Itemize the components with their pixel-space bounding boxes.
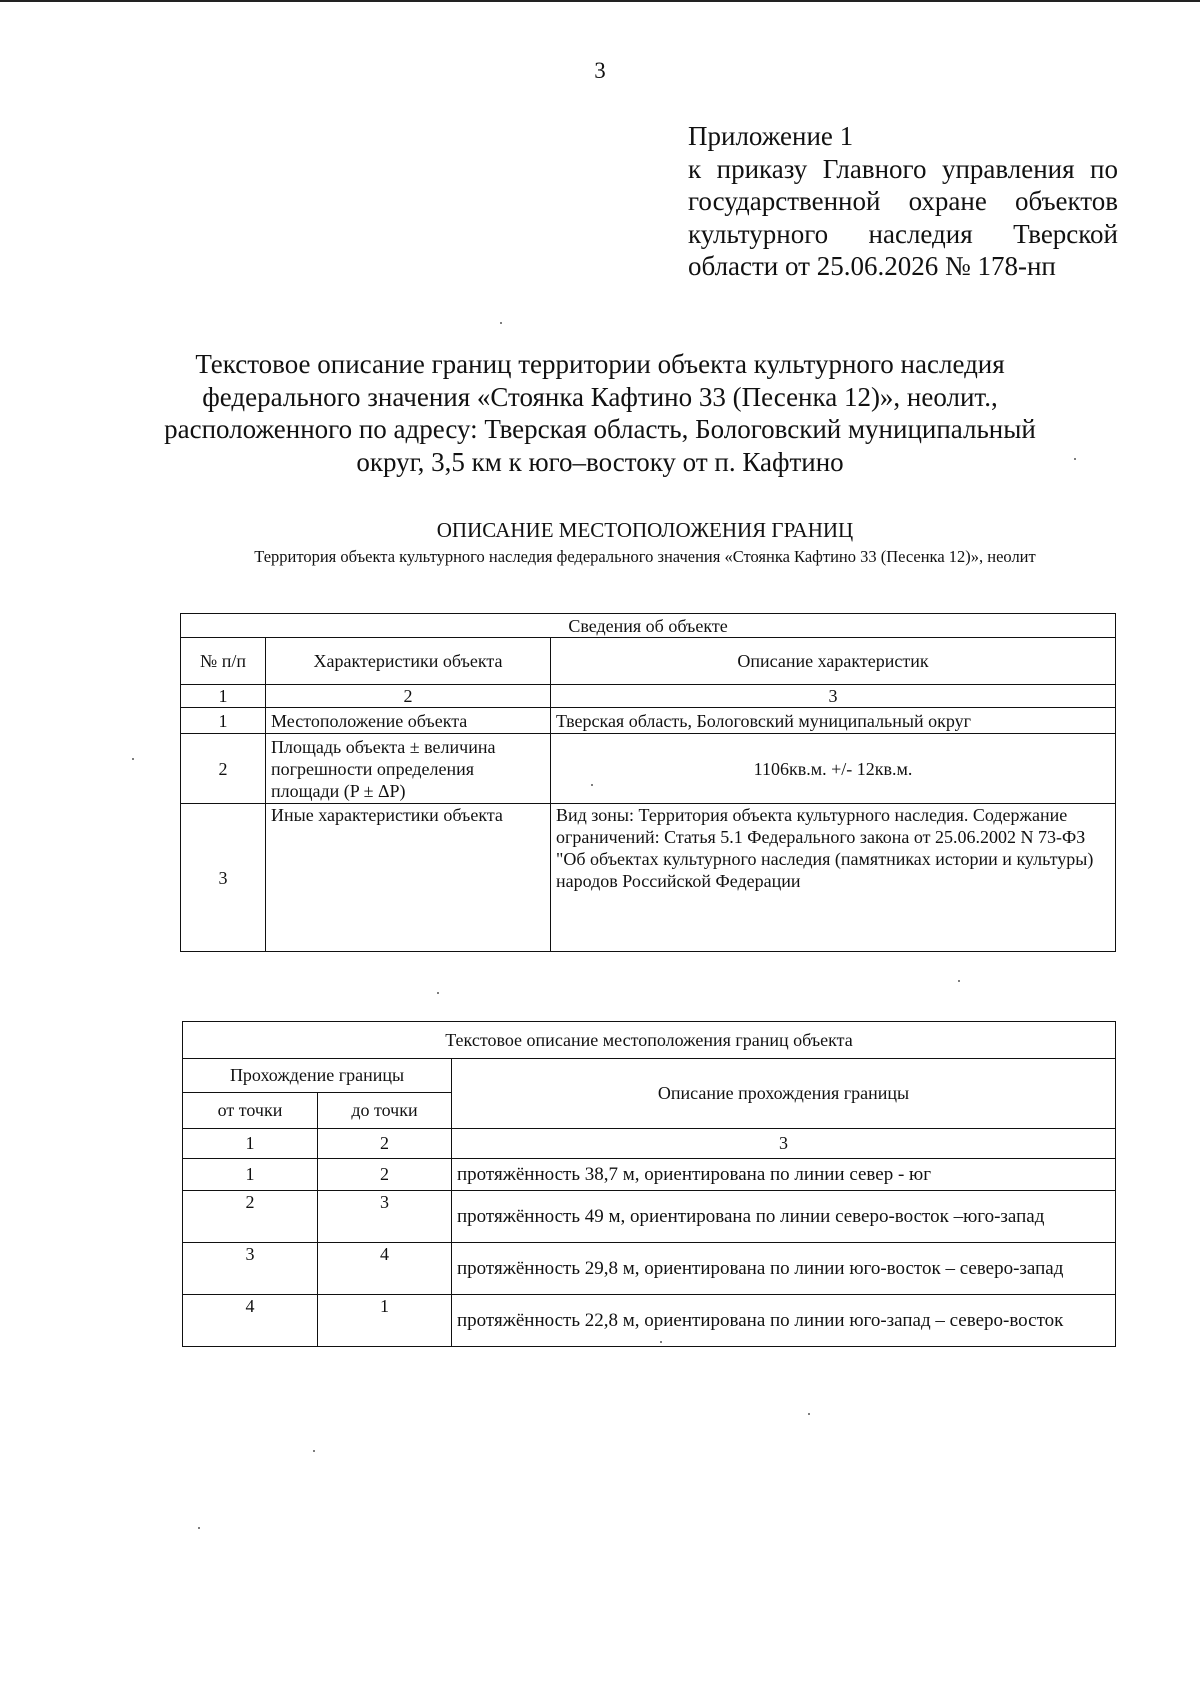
header-description: Описание характеристик [551, 638, 1116, 685]
scan-speck [198, 1527, 200, 1529]
row-num: 3 [181, 804, 266, 952]
appendix-title: Приложение 1 [688, 121, 854, 151]
boundary-segment-description: протяжённость 49 м, ориентирована по линии северо-восток –юго-запад [452, 1191, 1116, 1243]
table-row [181, 804, 1116, 952]
boundary-segment-description: протяжённость 38,7 м, ориентирована по линии север - юг [452, 1159, 1116, 1191]
section-title: ОПИСАНИЕ МЕСТОПОЛОЖЕНИЯ ГРАНИЦ [436, 518, 854, 542]
from-point: 4 [183, 1295, 318, 1347]
table-row [183, 1295, 1116, 1347]
scan-speck [1074, 458, 1076, 460]
table-row [183, 1159, 1116, 1191]
scan-top-edge [0, 0, 1200, 2]
boundary-table-caption: Текстовое описание местоположения границ объекта [183, 1022, 1116, 1059]
row-description: Тверская область, Бологовский муниципальный округ [551, 708, 1116, 734]
from-point: 1 [183, 1159, 318, 1191]
table-row [183, 1243, 1116, 1295]
scan-speck [808, 1413, 810, 1415]
from-point: 2 [183, 1191, 318, 1243]
scan-speck [437, 992, 439, 994]
object-table-caption: Сведения об объекте [181, 614, 1116, 638]
row-characteristic: Площадь объекта ± величина погрешности определения площади (P ± ΔP) [266, 734, 551, 804]
page-number: 3 [594, 58, 606, 83]
scan-speck [132, 758, 134, 760]
table-row [181, 734, 1116, 804]
row-num: 1 [181, 708, 266, 734]
table-row [181, 708, 1116, 734]
to-point: 3 [318, 1191, 452, 1243]
boundary-segment-description: протяжённость 29,8 м, ориентирована по линии юго-восток – северо-запад [452, 1243, 1116, 1295]
to-point: 2 [318, 1159, 452, 1191]
column-number: 2 [318, 1129, 452, 1159]
header-num: № п/п [181, 638, 266, 685]
appendix-block [688, 120, 1118, 283]
row-description: 1106кв.м. +/- 12кв.м. [551, 734, 1116, 804]
scan-speck [500, 322, 502, 324]
row-characteristic: Иные характеристики объекта [266, 804, 551, 952]
column-number: 2 [266, 685, 551, 708]
scan-speck [591, 784, 593, 786]
appendix-body: к приказу Главного управления по государственной охране объектов культурного наследия Тверской области от 25.06.2026 № 178-нп [688, 153, 1118, 281]
object-info-table [180, 613, 1116, 952]
to-point: 1 [318, 1295, 452, 1347]
scan-speck [958, 980, 960, 982]
header-to-point: до точки [318, 1093, 452, 1129]
column-number: 1 [181, 685, 266, 708]
scan-speck [313, 1450, 315, 1452]
document-title: Текстовое описание границ территории объекта культурного наследия федерального значения «Стоянка Кафтино 33 (Песенка 12)», неолит., расположенного по адресу: Тверская область, Бологовский муниципальный округ, 3,5 км к юго–востоку от п. Кафтино [164, 349, 1036, 477]
header-passage: Прохождение границы [183, 1059, 452, 1093]
to-point: 4 [318, 1243, 452, 1295]
boundary-description-table [182, 1021, 1116, 1347]
column-number: 3 [551, 685, 1116, 708]
row-characteristic: Местоположение объекта [266, 708, 551, 734]
header-from-point: от точки [183, 1093, 318, 1129]
header-boundary-description: Описание прохождения границы [452, 1059, 1116, 1129]
column-number: 1 [183, 1129, 318, 1159]
boundary-segment-description: протяжённость 22,8 м, ориентирована по линии юго-запад – северо-восток [452, 1295, 1116, 1347]
row-num: 2 [181, 734, 266, 804]
column-number: 3 [452, 1129, 1116, 1159]
table-row [183, 1191, 1116, 1243]
section-subtitle: Территория объекта культурного наследия федерального значения «Стоянка Кафтино 33 (Песенка 12)», неолит [254, 547, 1036, 566]
row-description: Вид зоны: Территория объекта культурного наследия. Содержание ограничений: Статья 5.1 Федерального закона от 25.06.2002 N 73-ФЗ "Об объектах культурного наследия (памятниках истории и культуры) народов Российской Федерации [551, 804, 1116, 952]
header-characteristic: Характеристики объекта [266, 638, 551, 685]
scan-speck [660, 1341, 662, 1343]
from-point: 3 [183, 1243, 318, 1295]
